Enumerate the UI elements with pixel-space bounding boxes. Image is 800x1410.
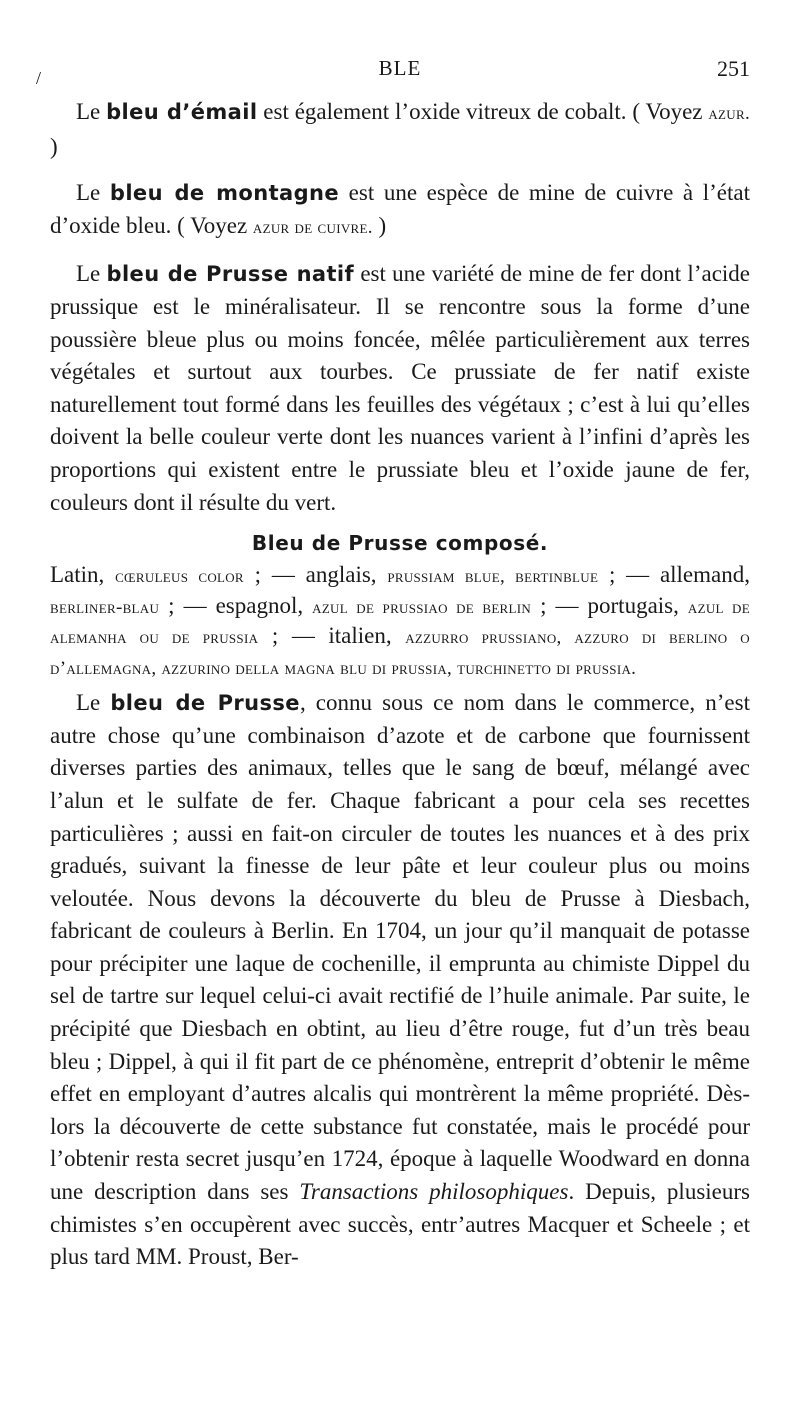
margin-mark: / — [36, 68, 42, 88]
entry-term: bleu d’émail — [106, 100, 258, 124]
running-title: BLE — [378, 56, 422, 80]
running-header — [36, 56, 750, 88]
entry-term: bleu de Prusse — [110, 691, 300, 716]
cross-reference: azur. — [708, 103, 750, 124]
book-title: Transactions philosophiques — [299, 1179, 569, 1205]
entry-term: bleu de montagne — [109, 181, 340, 206]
paragraph-bleu-de-prusse: Le bleu de Prusse, connu sous ce nom dans le commerce, n’est autre chose qu’une combinaison d’azote et de carbone que fournissent diverses parties des animaux, telles que le sang de bœuf, mélangé avec l’alun et le sulfate de fer. Chaque fabricant a pour cela ses recettes particulières ; aussi en fait-on circuler de toutes les nuances et à des prix gradués, suivant la finesse de leur pâte et leur couleur plus ou moins veloutée. Nous devons la découverte du bleu de Prusse à Diesbach, fabricant de couleurs à Berlin. En 1704, un jour qu’il manquait de potasse pour précipiter une laque de cochenille, il emprunta au chimiste Dippel du sel de tartre sur lequel celui-ci avait rectifié de l’huile animale. Par suite, le précipité que Diesbach en obtint, au lieu d’être rouge, fut d’un très beau bleu ; Dippel, à qui il fit part de ce phénomène, entreprit d’obtenir le même effet en employant d’autres alcalis qui montrèrent la même propriété. Dès-lors la découverte de cette substance fut constatée, mais le procédé pour l’obtenir resta secret jusqu’en 1724, époque à laquelle Woodward en donna une description dans ses Transactions philosophiques. Depuis, plusieurs chimistes s’en occupèrent avec succès, entr’autres Macquer et Scheele ; et plus tard MM. Proust, Ber- — [50, 690, 750, 1270]
page-number: 251 — [717, 56, 750, 81]
cross-reference: azur de cuivre. — [252, 216, 373, 238]
page-body — [50, 96, 750, 1274]
paragraph-bleu-de-prusse-natif: Le bleu de Prusse natif est une variété de mine de fer dont l’acide prussique est le minéralisateur. Il se rencontre sous la forme d’une poussière bleue plus ou moins foncée, mêlée particulièrement aux terres végétales et surtout aux tourbes. Ce prussiate de fer natif existe naturellement tout formé dans les feuilles des végétaux ; c’est à lui qu’elles doivent la belle couleur verte dont les nuances varient à l’infini d’après les proportions qui existent entre le prussiate bleu et l’oxide jaune de fer, couleurs dont il résulte du vert. — [50, 261, 750, 515]
entry-term: bleu de Prusse natif — [106, 262, 355, 287]
section-heading: Bleu de Prusse composé. — [251, 531, 549, 556]
paragraph-bleu-de-montagne: Le bleu de montagne est une espèce de mine de cuivre à l’état d’oxide bleu. ( Voyez azur de cuivre. ) — [50, 180, 750, 238]
language-equivalents: Latin, cœruleus color ; — anglais, prussiam blue, bertinblue ; — allemand, berliner-blau ; — espagnol, azul de prussiao de berlin ; — portugais, azul de alemanha ou de prussia ; — italien, azzurro prussiano, azzuro di berlino o d’allemagna, azzurino della magna blu di prussia, turchinetto di prussia. — [50, 562, 751, 679]
paragraph-bleu-d-email: Le bleu d’émail est également l’oxide vitreux de cobalt. ( Voyez azur. ) — [50, 99, 750, 159]
